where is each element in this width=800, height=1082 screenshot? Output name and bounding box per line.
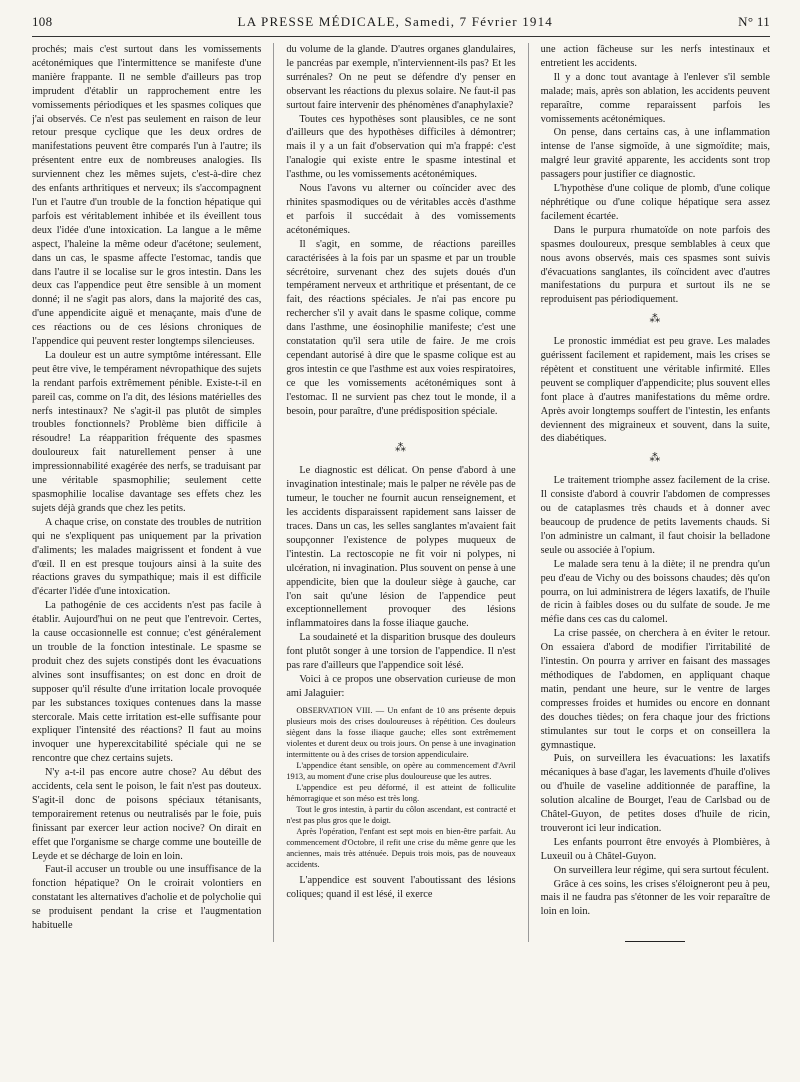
paragraph: Toutes ces hypothèses sont plausibles, ce ne sont d'ailleurs que des hypothèses difficiles à démontrer; mais il y a un fait d'observation qui m'a frappé: c'est l'analogie qui existe entre le spasme intestinal et l'asthme, ou les vomissements acétonémiques.: [286, 113, 516, 181]
page-header: [32, 14, 770, 37]
paragraph: Puis, on surveillera les évacuations: les laxatifs mécaniques à base d'agar, les lavements d'huile d'olives ou d'huile de vaseline additionnée de paraffine, la solution alcaline de Bourget, l'eau de Carlsbad ou de Châtel-Guyon, de petites doses d'huile de ricin, trouveront ici leur indication.: [540, 753, 771, 834]
paragraph: Nous l'avons vu alterner ou coïncider avec des rhinites spasmodiques ou de véritables accès d'asthme et parfois il succédait à des vomissements acétonémiques.: [286, 183, 516, 236]
issue-number: N° 11: [738, 14, 770, 29]
paragraph: L'hypothèse d'une colique de plomb, d'une colique néphrétique ou d'une colique hépatique sera assez facilement écartée.: [540, 183, 771, 222]
column-2-diagnostic-paragraphs: [286, 464, 515, 700]
column-3-prognosis-paragraphs: [541, 335, 770, 446]
paragraph: L'appendice étant sensible, on opère au commencement d'Avril 1913, au moment d'une crise plus douloureuse que les autres.: [286, 760, 516, 781]
paragraph: Grâce à ces soins, les crises s'éloigneront peu à peu, mais il ne faudra pas s'étonner de les voir reparaître de loin en loin.: [540, 878, 771, 918]
section-separator: ⁂: [395, 442, 407, 455]
journal-title: LA PRESSE MÉDICALE, Samedi, 7 Février 1914: [237, 14, 553, 29]
paragraph: On pense, dans certains cas, à une inflammation intense de l'anse sigmoïde, à une sigmoïdite; mais, malgré leur gravité apparente, les accidents sont trop passagers pour justifier ce diagnostic.: [540, 127, 771, 181]
text-columns: [32, 43, 770, 942]
section-separator: ⁂: [649, 313, 662, 326]
paragraph: La pathogénie de ces accidents n'est pas facile à établir. Aujourd'hui on ne peut que l'entrevoir. Certes, la cause occasionnelle est connue; c'est généralement un trouble de la fonction intestinale. Le spasme se produit chez des sujets constipés dont les évacuations alvines sont insuffisantes; on est donc en droit de supposer qu'il résulte d'une irritation locale provoquée par les substances toxiques contenues dans la masse stercorale. Mais cette irritation est-elle suffisante pour expliquer l'intensité des réactions? Il faut au moins invoquer une hyperexcitabilité spéciale qui ne se rencontre que chez certains sujets.: [32, 600, 262, 765]
paragraph: Le diagnostic est délicat. On pense d'abord à une invagination intestinale; mais le palper ne révèle pas de tumeur, le toucher ne fournit aucun renseignement, et les accidents disparaissent rapidement sans laisser de traces. Dans un cas, les selles sanglantes m'avaient fait soupçonner l'existence de polypes muqueux de l'intestin. La rectoscopie ne fit voir ni polypes, ni ulcération, ni invagination. Plus souvent on pense à une appendicite, bien que la douleur siège à gauche, car l'on sait qu'une lésion de l'appendice peut exceptionnellement provoquer des lésions inflammatoires dans la fosse iliaque gauche.: [286, 465, 516, 630]
paragraph: L'appendice est peu déformé, il est atteint de folliculite hémorragique et son méso est très long.: [286, 782, 516, 803]
column-2: [286, 43, 515, 942]
paragraph: On surveillera leur régime, qui sera surtout féculent.: [553, 864, 769, 876]
paragraph: La soudaineté et la disparition brusque des douleurs font plutôt songer à une torsion de l'appendice. Il n'est pas rare d'ailleurs que l'appendice soit lésé.: [286, 632, 516, 672]
paragraph: A chaque crise, on constate des troubles de nutrition qui ne s'expliquent pas uniquement par la privation d'aliments; les malades maigrissent et fondent à vue d'œil. Il en est presque toujours ainsi à la suite des réactions graves du sympathique; mais il est difficile d'écarter l'idée d'une intoxication.: [32, 516, 262, 598]
paragraph: Les enfants pourront être envoyés à Plombières, à Luxeuil ou à Châtel-Guyon.: [540, 836, 771, 862]
column-3: [541, 43, 770, 942]
paragraph: Il s'agit, en somme, de réactions pareilles caractérisées à la fois par un spasme et par un trouble sécrétoire, survenant chez des sujets doués d'un tempérament nerveux et arthritique et présentant, de ce fait, des réactions spéciales. Je n'ai pas encore pu rechercher s'il y avait dans le spasme colique, comme dans l'asthme, une éosinophilie manifeste; c'est une constatation qu'il sera utile de faire. Je me crois cependant autorisé à dire que le spasme colique est au gros intestin ce que l'asthme est aux voies respiratoires, ce que les vomissements acétonémiques sont à l'estomac. Il ne survient pas chez tout le monde, il a besoin, pour paraître, d'une prédisposition spéciale.: [286, 238, 516, 417]
paragraph: OBSERVATION VIII. — Un enfant de 10 ans présente depuis plusieurs mois des crises douloureuses à répétition. Ces douleurs siègent dans la fosse iliaque gauche; elles sont extrêmement violentes et durent deux ou trois jours. On pense à une invagination intermittente ou à des crises de torsion appendiculaire.: [286, 705, 516, 759]
paragraph: Faut-il accuser un trouble ou une insuffisance de la fonction hépatique? On le croirait volontiers en constatant les alternatives d'acholie et de polycholie qui se produisent pendant la crise et l'augmentation habituelle: [32, 864, 262, 932]
section-separator: ⁂: [649, 452, 662, 465]
paragraph: une action fâcheuse sur les nerfs intestinaux et entretient les accidents.: [540, 44, 771, 69]
paragraph: Dans le purpura rhumatoïde on note parfois des spasmes douloureux, presque semblables à ceux que nous avons observés, mais ces spasmes sont suivis d'évacuations sanglantes, ils coïncident avec d'autres manifestations du purpura et surtout ils ne se reproduisent pas périodiquement.: [540, 224, 771, 306]
column-3-top-paragraphs: [541, 43, 770, 307]
paragraph: N'y a-t-il pas encore autre chose? Au début des accidents, cela sent le poison, le fait n'est pas douteux. S'agit-il donc de poisons spéciaux tétanisants, temporairement retenus ou neutralisés par le foie, puis finissant par exercer leur action nocive? On dirait en effet que l'organisme se charge comme une bouteille de Leyde et se décharge de loin en loin.: [32, 767, 262, 862]
page-number: 108: [32, 14, 53, 29]
paragraph: Le traitement triomphe assez facilement de la crise. Il consiste d'abord à couvrir l'abdomen de compresses ou de cataplasmes très chauds et à donner avec beaucoup de prudence de petits lavements chauds. Si l'on administre un calmant, il faut choisir la belladone seule ou associée à l'opium.: [540, 475, 771, 556]
paragraph: Le malade sera tenu à la diète; il ne prendra qu'un peu d'eau de Vichy ou des boissons chaudes; dès qu'on pourra, on lui administrera de légers laxatifs, de l'huile de ricin à faibles doses ou du sulfate de soude. Je me méfie dans ces cas du calomel.: [540, 558, 771, 626]
column-3-treatment-paragraphs: [541, 474, 770, 919]
column-2-top-paragraphs: [286, 43, 515, 418]
paragraph: Le pronostic immédiat est peu grave. Les malades guérissent facilement et rapidement, mais les crises se répètent et constituent une véritable infirmité. Elles peuvent se compliquer d'appendicite; plus souvent elles font place à d'autres manifestations du même ordre. Après avoir longtemps souffert de l'intestin, les enfants deviennent des migraineux et souvent, dans la suite, des diabétiques.: [540, 336, 771, 445]
paragraph: Après l'opération, l'enfant est sept mois en bien-être parfait. Au commencement d'Octobre, il refit une crise du même genre que les anciennes, mais très atténuée. Depuis trois mois, pas de nouveaux accidents.: [286, 826, 516, 869]
paragraph: prochés; mais c'est surtout dans les vomissements acétonémiques que l'intermittence se manifeste d'une manière frappante. Il ne semble d'ailleurs pas trop imprudent d'établir un rapprochement entre les vomissements périodiques et les spasmes coliques que j'ai observés. Ce n'est pas seulement en raison de leur retour presque cyclique que les deux ordres de manifestations peuvent être comparés l'un à l'autre; ils présentent entre eux de nombreuses analogies. Ils surviennent chez les mêmes sujets, c'est-à-dire chez des enfants arthritiques et nerveux; ils s'accompagnent l'un et l'autre d'un trouble de la fonction hépatique qui parfois est véritablement inhibée et ils éveillent tous deux l'idée d'une intoxication. La langue a le même aspect, l'haleine la même odeur d'acétone; seulement, dans un cas, le spasme affecte l'estomac, tandis que dans l'autre il se localise sur le gros intestin. Dans les deux cas l'appendice peut être sensible à un moment donné; il ne s'agit pas alors, dans la majorité des cas, d'une appendicite aiguë et menaçante, mais d'une de ces réactions ou de ces lésions chroniques de l'appendice qui peuvent rester longtemps silencieuses.: [32, 44, 262, 348]
paragraph: Il y a donc tout avantage à l'enlever s'il semble malade; mais, après son ablation, les accidents peuvent reparaître, comme reparaissent parfois les vomissements acétonémiques.: [540, 71, 771, 125]
column-2-end-paragraphs: [286, 874, 515, 902]
column-1: [32, 43, 261, 942]
paragraph: La crise passée, on cherchera à en éviter le retour. On essaiera d'abord de modifier l'irritabilité de l'intestin. On pourra y arriver en faisant des massages méthodiques de l'abdomen, en appliquant chaque matin, pendant une heure, sur le ventre de larges compresses froides et humides ou encore en donnant des douches tièdes; on fera chaque jour des frictions stimulantes sur tout le corps et on conseillera la gymnastique.: [540, 628, 771, 751]
paragraph: L'appendice est souvent l'aboutissant des lésions coliques; quand il est lésé, il exerce: [286, 874, 516, 900]
end-rule: [625, 941, 685, 942]
column-1-paragraphs: [32, 43, 261, 933]
paragraph: Voici à ce propos une observation curieuse de mon ami Jalaguier:: [286, 673, 516, 699]
column-divider: [273, 43, 274, 942]
column-divider: [528, 43, 529, 942]
observation-block: [286, 705, 515, 870]
paragraph: Tout le gros intestin, à partir du côlon ascendant, est contracté et n'est pas plus gros que le doigt.: [286, 804, 516, 825]
paragraph: du volume de la glande. D'autres organes glandulaires, le pancréas par exemple, n'interviennent-ils pas? Et les surrénales? On ne peut se défendre d'y penser en observant les réactions du plexus solaire. Ne faut-il pas surtout faire intervenir des phénomènes d'anaphylaxie?: [286, 44, 516, 111]
paragraph: La douleur est un autre symptôme intéressant. Elle peut être vive, le tempérament névropathique des sujets la rendant parfois extrêmement pénible. Existe-t-il en pareil cas, comme on l'a dit, des lésions matérielles des nerfs intestinaux? Ne s'agit-il pas plutôt de simples troubles fonctionnels? Problème bien difficile à résoudre! La réapparition fréquente des spasmes douloureux fait naturellement penser à une impressionnabilité exagérée des nerfs, se traduisant par une véritable spasmophilie; seulement cette spasmophilie localise davantage ses effets chez les sujets déjà grands que chez les petits.: [32, 349, 262, 514]
